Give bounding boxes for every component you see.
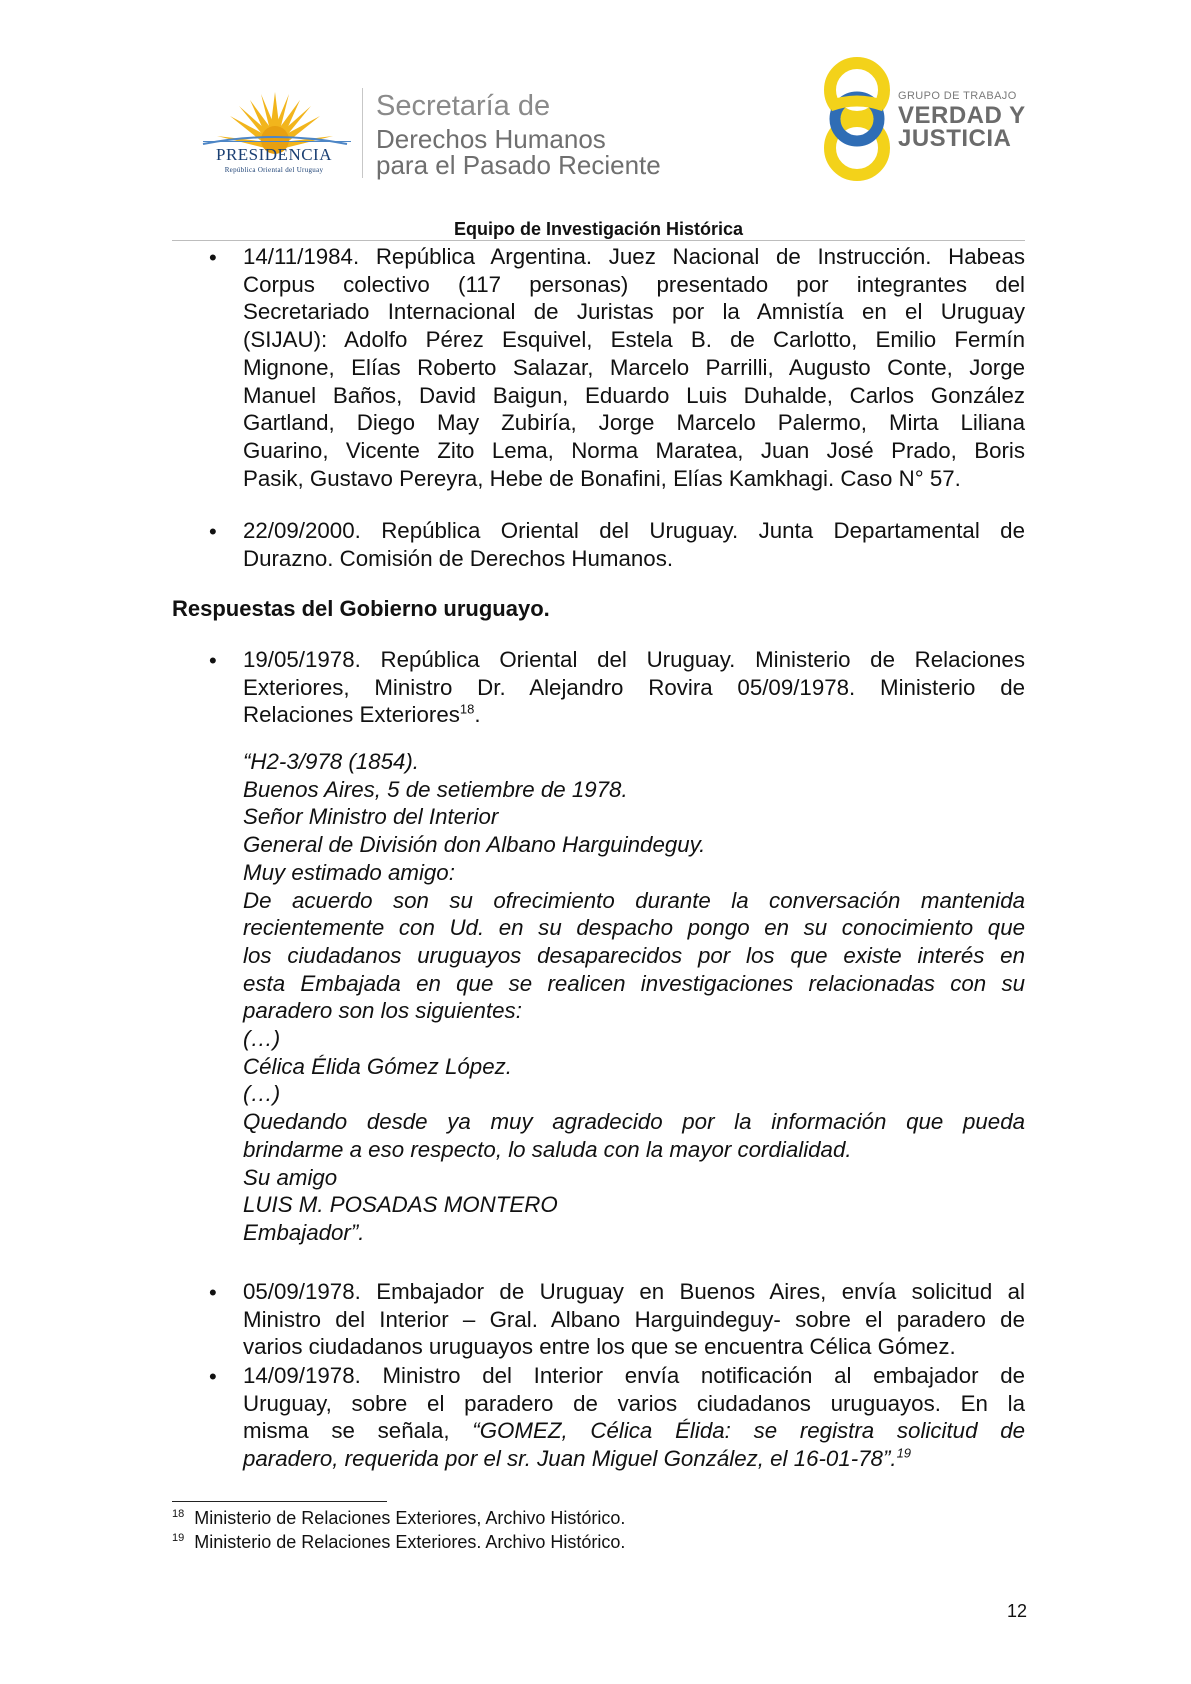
text-line: Manuel Baños, David Baigun, Eduardo Luis Duhalde, Carlos González bbox=[243, 382, 1025, 408]
bullet-gov bbox=[243, 646, 1025, 729]
text-line bbox=[243, 1445, 1025, 1473]
text-line bbox=[243, 701, 1025, 729]
secretaria-line-1: Secretaría de bbox=[376, 90, 551, 122]
text-line: Embajador”. bbox=[243, 1219, 365, 1245]
section-heading: Respuestas del Gobierno uruguayo. bbox=[172, 596, 550, 621]
grupo-trabajo-label: GRUPO DE TRABAJO bbox=[898, 90, 1017, 102]
presidencia-title: PRESIDENCIA bbox=[215, 145, 332, 164]
footnote-19 bbox=[172, 1532, 625, 1553]
header-rule bbox=[172, 240, 1025, 241]
text-fragment: Relaciones Exteriores bbox=[243, 702, 460, 728]
text-line: recientemente con Ud. en su despacho pongo en su conocimiento que bbox=[243, 915, 1025, 941]
text-line: General de División don Albano Harguindeguy. bbox=[243, 832, 706, 858]
text-line: 05/09/1978. Embajador de Uruguay en Buenos Aires, envía solicitud al bbox=[243, 1279, 1025, 1304]
verdad-label: VERDAD Y bbox=[898, 102, 1026, 129]
text-line: Su amigo bbox=[243, 1164, 338, 1190]
quoted-fragment: “GOMEZ, Célica Élida: se registra solicitud de bbox=[472, 1418, 1025, 1444]
text-line: varios ciudadanos uruguayos entre los que se encuentra Célica Gómez. bbox=[243, 1334, 956, 1360]
text-line: Durazno. Comisión de Derechos Humanos. bbox=[243, 545, 674, 571]
text-fragment: misma se señala, bbox=[243, 1418, 473, 1444]
text-line: 14/09/1978. Ministro del Interior envía notificación al embajador de bbox=[243, 1363, 1025, 1388]
text-line: Secretariado Internacional de Juristas por la Amnistía en el Uruguay bbox=[243, 299, 1025, 325]
footnote-text: Ministerio de Relaciones Exteriores, Archivo Histórico. bbox=[194, 1508, 626, 1528]
bullet-dot: • bbox=[209, 1364, 217, 1389]
text-line: De acuerdo son su ofrecimiento durante la conversación mantenida bbox=[243, 887, 1025, 913]
footnote-number: 19 bbox=[172, 1532, 185, 1544]
footnote-ref: 18 bbox=[459, 701, 475, 717]
text-line: Guarino, Vicente Zito Lema, Norma Maratea, Juan José Prado, Boris bbox=[243, 437, 1025, 463]
text-line: Señor Ministro del Interior bbox=[243, 804, 499, 830]
page-number: 12 bbox=[1007, 1601, 1028, 1621]
verdad-justicia-logo bbox=[822, 56, 892, 182]
text-line: (…) bbox=[243, 1026, 281, 1052]
text-line bbox=[243, 1417, 1025, 1445]
text-line: Buenos Aires, 5 de setiembre de 1978. bbox=[243, 776, 628, 802]
text-line: esta Embajada en que se realicen investigaciones relacionadas con su bbox=[243, 970, 1025, 996]
text-line: 19/05/1978. República Oriental del Uruguay. Ministerio de Relaciones bbox=[243, 647, 1025, 672]
text-fragment: . bbox=[474, 702, 481, 728]
text-line: Exteriores, Ministro Dr. Alejandro Rovira 05/09/1978. Ministerio de bbox=[243, 674, 1025, 700]
text-line: (…) bbox=[243, 1081, 281, 1107]
footnote-number: 18 bbox=[172, 1508, 185, 1520]
justicia-label: JUSTICIA bbox=[898, 125, 1012, 152]
text-line: los ciudadanos uruguayos desaparecidos por los que existe interés en bbox=[243, 942, 1025, 968]
text-line: Corpus colectivo (117 personas) presentado por integrantes del bbox=[243, 271, 1025, 297]
text-line: Muy estimado amigo: bbox=[243, 859, 455, 885]
bullet-item-2 bbox=[243, 517, 1025, 572]
text-line: (SIJAU): Adolfo Pérez Esquivel, Estela B. de Carlotto, Emilio Fermín bbox=[243, 327, 1025, 353]
presidencia-divider bbox=[203, 141, 351, 142]
presidencia-subtitle: República Oriental del Uruguay bbox=[224, 166, 324, 174]
text-line: Quedando desde ya muy agradecido por la información que pueda bbox=[243, 1109, 1025, 1135]
bullet-item-4 bbox=[243, 1362, 1025, 1473]
quoted-letter bbox=[243, 748, 1025, 1247]
bullet-item-3 bbox=[243, 1278, 1025, 1361]
text-line: paradero son los siguientes: bbox=[243, 998, 522, 1024]
footnote-text: Ministerio de Relaciones Exteriores. Archivo Histórico. bbox=[194, 1532, 626, 1552]
secretaria-line-2: Derechos Humanos bbox=[376, 124, 606, 154]
footnote-18 bbox=[172, 1508, 625, 1529]
text-line: Uruguay, sobre el paradero de varios ciudadanos uruguayos. En la bbox=[243, 1390, 1025, 1416]
text-line: Mignone, Elías Roberto Salazar, Marcelo Parrilli, Augusto Conte, Jorge bbox=[243, 354, 1025, 380]
bullet-dot: • bbox=[209, 519, 217, 544]
footnote-ref: 19 bbox=[896, 1445, 912, 1461]
bullet-item-1 bbox=[243, 243, 1025, 492]
text-line: brindarme a eso respecto, lo saluda con la mayor cordialidad. bbox=[243, 1136, 852, 1162]
text-line: LUIS M. POSADAS MONTERO bbox=[243, 1192, 558, 1218]
text-line: 22/09/2000. República Oriental del Uruguay. Junta Departamental de bbox=[243, 518, 1025, 543]
secretaria-line-3: para el Pasado Reciente bbox=[376, 150, 661, 180]
header-divider bbox=[362, 88, 363, 178]
team-title: Equipo de Investigación Histórica bbox=[453, 219, 744, 239]
footnote-rule bbox=[172, 1501, 387, 1502]
bullet-dot: • bbox=[209, 1280, 217, 1305]
text-line: Pasik, Gustavo Pereyra, Hebe de Bonafini, Elías Kamkhagi. Caso N° 57. bbox=[243, 465, 961, 491]
text-line: Ministro del Interior – Gral. Albano Harguindeguy- sobre el paradero de bbox=[243, 1306, 1025, 1332]
text-line: Gartland, Diego May Zubiría, Jorge Marcelo Palermo, Mirta Liliana bbox=[243, 410, 1025, 436]
text-line: “H2-3/978 (1854). bbox=[243, 749, 419, 774]
bullet-dot: • bbox=[209, 648, 217, 673]
bullet-dot: • bbox=[209, 245, 217, 270]
text-line: Célica Élida Gómez López. bbox=[243, 1053, 512, 1079]
text-line: 14/11/1984. República Argentina. Juez Nacional de Instrucción. Habeas bbox=[243, 244, 1025, 269]
quoted-fragment: paradero, requerida por el sr. Juan Miguel González, el 16-01-78”. bbox=[243, 1446, 897, 1472]
